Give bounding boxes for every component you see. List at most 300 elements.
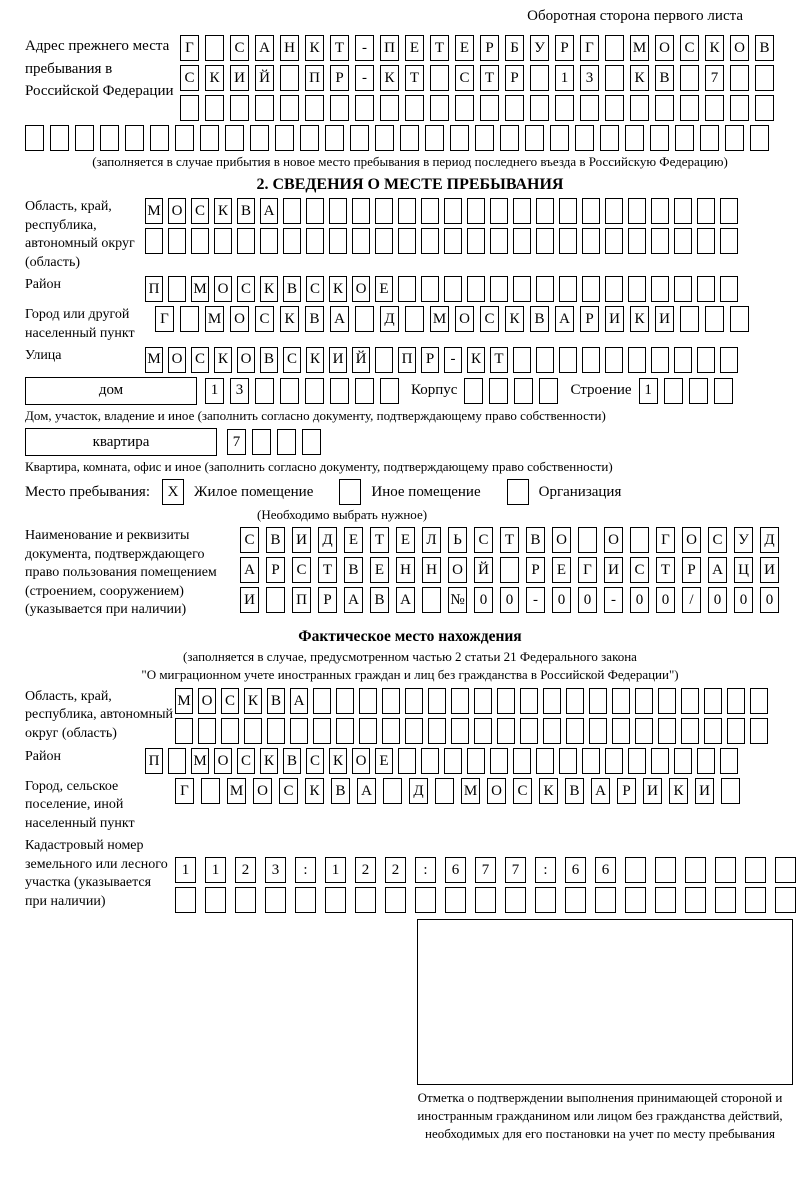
char-cell[interactable]: Р bbox=[526, 557, 545, 583]
char-cell[interactable] bbox=[302, 429, 321, 455]
char-cell[interactable]: 1 bbox=[555, 65, 574, 91]
char-cell[interactable] bbox=[628, 347, 646, 373]
char-cell[interactable] bbox=[775, 887, 796, 913]
char-cell[interactable] bbox=[474, 718, 492, 744]
char-cell[interactable] bbox=[336, 718, 354, 744]
char-cell[interactable]: К bbox=[467, 347, 485, 373]
char-cell[interactable] bbox=[467, 748, 485, 774]
char-cell[interactable]: Д bbox=[318, 527, 337, 553]
char-cell[interactable]: О bbox=[455, 306, 474, 332]
char-cell[interactable] bbox=[490, 228, 508, 254]
char-cell[interactable] bbox=[530, 95, 549, 121]
char-cell[interactable] bbox=[405, 688, 423, 714]
char-cell[interactable]: И bbox=[643, 778, 662, 804]
char-cell[interactable]: Т bbox=[656, 557, 675, 583]
char-cell[interactable] bbox=[536, 347, 554, 373]
char-cell[interactable] bbox=[280, 95, 299, 121]
char-cell[interactable] bbox=[352, 228, 370, 254]
char-cell[interactable] bbox=[191, 228, 209, 254]
char-cell[interactable] bbox=[575, 125, 594, 151]
char-cell[interactable] bbox=[704, 718, 722, 744]
char-cell[interactable] bbox=[198, 718, 216, 744]
char-cell[interactable]: - bbox=[444, 347, 462, 373]
char-cell[interactable] bbox=[283, 198, 301, 224]
char-cell[interactable] bbox=[536, 748, 554, 774]
char-cell[interactable] bbox=[444, 198, 462, 224]
char-cell[interactable] bbox=[530, 65, 549, 91]
char-cell[interactable] bbox=[685, 887, 706, 913]
char-cell[interactable] bbox=[755, 65, 774, 91]
char-cell[interactable]: А bbox=[240, 557, 259, 583]
char-cell[interactable]: С bbox=[279, 778, 298, 804]
char-cell[interactable] bbox=[605, 198, 623, 224]
char-cell[interactable]: С bbox=[292, 557, 311, 583]
char-cell[interactable]: Е bbox=[370, 557, 389, 583]
char-cell[interactable] bbox=[605, 347, 623, 373]
char-cell[interactable] bbox=[295, 887, 316, 913]
char-cell[interactable]: Й bbox=[352, 347, 370, 373]
char-cell[interactable] bbox=[355, 887, 376, 913]
char-cell[interactable] bbox=[582, 198, 600, 224]
char-cell[interactable] bbox=[336, 688, 354, 714]
char-cell[interactable] bbox=[329, 198, 347, 224]
char-cell[interactable]: / bbox=[682, 587, 701, 613]
char-cell[interactable]: К bbox=[705, 35, 724, 61]
char-cell[interactable] bbox=[595, 887, 616, 913]
char-cell[interactable] bbox=[730, 306, 749, 332]
char-cell[interactable] bbox=[180, 95, 199, 121]
char-cell[interactable] bbox=[513, 228, 531, 254]
char-cell[interactable] bbox=[306, 198, 324, 224]
char-cell[interactable]: С bbox=[255, 306, 274, 332]
char-cell[interactable] bbox=[580, 95, 599, 121]
char-cell[interactable] bbox=[745, 857, 766, 883]
char-cell[interactable]: О bbox=[214, 276, 232, 302]
char-cell[interactable] bbox=[536, 198, 554, 224]
char-cell[interactable]: С bbox=[191, 347, 209, 373]
char-cell[interactable]: К bbox=[539, 778, 558, 804]
char-cell[interactable] bbox=[490, 276, 508, 302]
char-cell[interactable]: Р bbox=[682, 557, 701, 583]
char-cell[interactable] bbox=[658, 688, 676, 714]
char-cell[interactable] bbox=[380, 378, 399, 404]
char-cell[interactable]: 1 bbox=[639, 378, 658, 404]
char-cell[interactable] bbox=[539, 378, 558, 404]
char-cell[interactable] bbox=[489, 378, 508, 404]
char-cell[interactable] bbox=[445, 887, 466, 913]
char-cell[interactable] bbox=[566, 688, 584, 714]
char-cell[interactable] bbox=[490, 198, 508, 224]
char-cell[interactable] bbox=[681, 688, 699, 714]
char-cell[interactable] bbox=[635, 718, 653, 744]
char-cell[interactable]: К bbox=[630, 306, 649, 332]
char-cell[interactable] bbox=[350, 125, 369, 151]
char-cell[interactable] bbox=[235, 887, 256, 913]
char-cell[interactable] bbox=[398, 198, 416, 224]
char-cell[interactable] bbox=[655, 95, 674, 121]
char-cell[interactable] bbox=[535, 887, 556, 913]
char-cell[interactable]: В bbox=[655, 65, 674, 91]
char-cell[interactable]: 6 bbox=[445, 857, 466, 883]
char-cell[interactable] bbox=[750, 718, 768, 744]
char-cell[interactable]: К bbox=[306, 347, 324, 373]
char-cell[interactable] bbox=[628, 748, 646, 774]
char-cell[interactable]: И bbox=[604, 557, 623, 583]
char-cell[interactable]: И bbox=[230, 65, 249, 91]
char-cell[interactable] bbox=[658, 718, 676, 744]
char-cell[interactable]: - bbox=[355, 65, 374, 91]
char-cell[interactable]: К bbox=[329, 748, 347, 774]
char-cell[interactable] bbox=[50, 125, 69, 151]
char-cell[interactable] bbox=[566, 718, 584, 744]
char-cell[interactable] bbox=[280, 378, 299, 404]
char-cell[interactable] bbox=[435, 778, 454, 804]
char-cell[interactable] bbox=[400, 125, 419, 151]
char-cell[interactable] bbox=[375, 198, 393, 224]
char-cell[interactable] bbox=[451, 718, 469, 744]
char-cell[interactable] bbox=[265, 887, 286, 913]
char-cell[interactable] bbox=[582, 347, 600, 373]
char-cell[interactable] bbox=[681, 718, 699, 744]
char-cell[interactable]: : bbox=[415, 857, 436, 883]
char-cell[interactable]: С bbox=[191, 198, 209, 224]
char-cell[interactable]: Р bbox=[580, 306, 599, 332]
char-cell[interactable] bbox=[715, 857, 736, 883]
char-cell[interactable]: Е bbox=[455, 35, 474, 61]
char-cell[interactable] bbox=[755, 95, 774, 121]
char-cell[interactable]: П bbox=[398, 347, 416, 373]
char-cell[interactable]: П bbox=[292, 587, 311, 613]
char-cell[interactable]: О bbox=[682, 527, 701, 553]
char-cell[interactable] bbox=[513, 347, 531, 373]
char-cell[interactable] bbox=[715, 887, 736, 913]
char-cell[interactable] bbox=[444, 228, 462, 254]
char-cell[interactable]: М bbox=[191, 276, 209, 302]
char-cell[interactable] bbox=[168, 748, 186, 774]
char-cell[interactable] bbox=[260, 228, 278, 254]
char-cell[interactable]: М bbox=[145, 198, 163, 224]
char-cell[interactable] bbox=[405, 718, 423, 744]
char-cell[interactable]: 0 bbox=[500, 587, 519, 613]
char-cell[interactable]: Т bbox=[330, 35, 349, 61]
char-cell[interactable]: У bbox=[734, 527, 753, 553]
char-cell[interactable]: С bbox=[455, 65, 474, 91]
char-cell[interactable] bbox=[543, 718, 561, 744]
char-cell[interactable] bbox=[497, 688, 515, 714]
char-cell[interactable] bbox=[305, 378, 324, 404]
char-cell[interactable]: Й bbox=[255, 65, 274, 91]
char-cell[interactable] bbox=[230, 95, 249, 121]
char-cell[interactable] bbox=[628, 198, 646, 224]
char-cell[interactable] bbox=[600, 125, 619, 151]
char-cell[interactable]: П bbox=[380, 35, 399, 61]
char-cell[interactable] bbox=[725, 125, 744, 151]
char-cell[interactable]: В bbox=[267, 688, 285, 714]
char-cell[interactable]: 0 bbox=[630, 587, 649, 613]
char-cell[interactable]: А bbox=[708, 557, 727, 583]
char-cell[interactable]: Б bbox=[505, 35, 524, 61]
char-cell[interactable] bbox=[612, 718, 630, 744]
char-cell[interactable] bbox=[513, 276, 531, 302]
char-cell[interactable] bbox=[500, 125, 519, 151]
char-cell[interactable] bbox=[630, 95, 649, 121]
char-cell[interactable] bbox=[168, 228, 186, 254]
char-cell[interactable]: Р bbox=[505, 65, 524, 91]
char-cell[interactable] bbox=[415, 887, 436, 913]
char-cell[interactable] bbox=[697, 228, 715, 254]
char-cell[interactable]: С bbox=[480, 306, 499, 332]
char-cell[interactable] bbox=[565, 887, 586, 913]
char-cell[interactable] bbox=[355, 378, 374, 404]
char-cell[interactable] bbox=[168, 276, 186, 302]
checkbox-other-premises[interactable] bbox=[339, 479, 361, 505]
char-cell[interactable] bbox=[625, 887, 646, 913]
char-cell[interactable] bbox=[674, 198, 692, 224]
char-cell[interactable] bbox=[651, 198, 669, 224]
char-cell[interactable]: 0 bbox=[708, 587, 727, 613]
char-cell[interactable] bbox=[582, 748, 600, 774]
char-cell[interactable]: К bbox=[214, 347, 232, 373]
char-cell[interactable]: 0 bbox=[760, 587, 779, 613]
char-cell[interactable] bbox=[655, 887, 676, 913]
char-cell[interactable]: Т bbox=[318, 557, 337, 583]
char-cell[interactable]: 3 bbox=[580, 65, 599, 91]
char-cell[interactable] bbox=[536, 276, 554, 302]
char-cell[interactable]: 7 bbox=[705, 65, 724, 91]
char-cell[interactable] bbox=[325, 887, 346, 913]
char-cell[interactable]: А bbox=[591, 778, 610, 804]
char-cell[interactable] bbox=[685, 857, 706, 883]
char-cell[interactable] bbox=[421, 228, 439, 254]
char-cell[interactable] bbox=[330, 95, 349, 121]
char-cell[interactable] bbox=[550, 125, 569, 151]
char-cell[interactable]: - bbox=[604, 587, 623, 613]
char-cell[interactable] bbox=[705, 95, 724, 121]
char-cell[interactable]: М bbox=[461, 778, 480, 804]
char-cell[interactable]: С bbox=[708, 527, 727, 553]
char-cell[interactable]: С bbox=[513, 778, 532, 804]
char-cell[interactable] bbox=[650, 125, 669, 151]
char-cell[interactable]: Н bbox=[280, 35, 299, 61]
char-cell[interactable] bbox=[75, 125, 94, 151]
char-cell[interactable]: А bbox=[344, 587, 363, 613]
char-cell[interactable]: В bbox=[755, 35, 774, 61]
char-cell[interactable] bbox=[280, 65, 299, 91]
char-cell[interactable]: А bbox=[330, 306, 349, 332]
char-cell[interactable]: 3 bbox=[230, 378, 249, 404]
char-cell[interactable]: - bbox=[355, 35, 374, 61]
char-cell[interactable] bbox=[382, 718, 400, 744]
char-cell[interactable]: О bbox=[448, 557, 467, 583]
char-cell[interactable]: Й bbox=[474, 557, 493, 583]
char-cell[interactable]: : bbox=[535, 857, 556, 883]
char-cell[interactable] bbox=[467, 198, 485, 224]
char-cell[interactable] bbox=[313, 718, 331, 744]
char-cell[interactable] bbox=[721, 778, 740, 804]
char-cell[interactable]: С bbox=[630, 557, 649, 583]
char-cell[interactable] bbox=[730, 65, 749, 91]
char-cell[interactable] bbox=[697, 198, 715, 224]
char-cell[interactable] bbox=[405, 95, 424, 121]
char-cell[interactable] bbox=[306, 228, 324, 254]
char-cell[interactable]: И bbox=[329, 347, 347, 373]
char-cell[interactable]: К bbox=[669, 778, 688, 804]
char-cell[interactable]: Е bbox=[396, 527, 415, 553]
char-cell[interactable] bbox=[150, 125, 169, 151]
char-cell[interactable] bbox=[605, 65, 624, 91]
char-cell[interactable] bbox=[145, 228, 163, 254]
char-cell[interactable]: Г bbox=[175, 778, 194, 804]
char-cell[interactable] bbox=[605, 748, 623, 774]
char-cell[interactable] bbox=[664, 378, 683, 404]
char-cell[interactable] bbox=[425, 125, 444, 151]
char-cell[interactable]: 0 bbox=[656, 587, 675, 613]
char-cell[interactable]: К bbox=[260, 276, 278, 302]
char-cell[interactable] bbox=[704, 688, 722, 714]
char-cell[interactable]: 6 bbox=[565, 857, 586, 883]
char-cell[interactable]: Г bbox=[180, 35, 199, 61]
char-cell[interactable]: Н bbox=[422, 557, 441, 583]
char-cell[interactable] bbox=[205, 95, 224, 121]
char-cell[interactable] bbox=[497, 718, 515, 744]
char-cell[interactable]: М bbox=[630, 35, 649, 61]
char-cell[interactable] bbox=[205, 887, 226, 913]
char-cell[interactable] bbox=[605, 35, 624, 61]
char-cell[interactable] bbox=[250, 125, 269, 151]
char-cell[interactable]: 0 bbox=[474, 587, 493, 613]
char-cell[interactable] bbox=[355, 306, 374, 332]
char-cell[interactable]: Д bbox=[409, 778, 428, 804]
char-cell[interactable] bbox=[589, 718, 607, 744]
char-cell[interactable] bbox=[266, 587, 285, 613]
char-cell[interactable]: Г bbox=[580, 35, 599, 61]
char-cell[interactable] bbox=[180, 306, 199, 332]
char-cell[interactable] bbox=[720, 228, 738, 254]
char-cell[interactable] bbox=[277, 429, 296, 455]
char-cell[interactable]: 6 bbox=[595, 857, 616, 883]
char-cell[interactable]: С bbox=[306, 748, 324, 774]
char-cell[interactable]: В bbox=[530, 306, 549, 332]
char-cell[interactable]: О bbox=[214, 748, 232, 774]
char-cell[interactable]: О bbox=[487, 778, 506, 804]
char-cell[interactable] bbox=[225, 125, 244, 151]
char-cell[interactable] bbox=[689, 378, 708, 404]
char-cell[interactable]: М bbox=[145, 347, 163, 373]
char-cell[interactable]: А bbox=[255, 35, 274, 61]
char-cell[interactable]: С bbox=[680, 35, 699, 61]
char-cell[interactable]: В bbox=[283, 276, 301, 302]
char-cell[interactable] bbox=[697, 347, 715, 373]
char-cell[interactable]: 2 bbox=[385, 857, 406, 883]
char-cell[interactable] bbox=[380, 95, 399, 121]
char-cell[interactable] bbox=[697, 748, 715, 774]
char-cell[interactable]: А bbox=[555, 306, 574, 332]
char-cell[interactable] bbox=[651, 748, 669, 774]
char-cell[interactable]: Е bbox=[552, 557, 571, 583]
char-cell[interactable]: И bbox=[655, 306, 674, 332]
char-cell[interactable] bbox=[100, 125, 119, 151]
char-cell[interactable] bbox=[428, 718, 446, 744]
char-cell[interactable]: О bbox=[168, 198, 186, 224]
char-cell[interactable]: П bbox=[305, 65, 324, 91]
char-cell[interactable] bbox=[313, 688, 331, 714]
char-cell[interactable]: 2 bbox=[235, 857, 256, 883]
char-cell[interactable]: 1 bbox=[205, 378, 224, 404]
char-cell[interactable] bbox=[720, 276, 738, 302]
char-cell[interactable] bbox=[680, 95, 699, 121]
char-cell[interactable]: Т bbox=[480, 65, 499, 91]
char-cell[interactable] bbox=[674, 347, 692, 373]
char-cell[interactable]: Р bbox=[617, 778, 636, 804]
char-cell[interactable]: 7 bbox=[227, 429, 246, 455]
char-cell[interactable] bbox=[355, 95, 374, 121]
char-cell[interactable]: П bbox=[145, 748, 163, 774]
char-cell[interactable]: Р bbox=[266, 557, 285, 583]
char-cell[interactable] bbox=[275, 125, 294, 151]
char-cell[interactable]: А bbox=[260, 198, 278, 224]
char-cell[interactable] bbox=[329, 228, 347, 254]
char-cell[interactable]: Е bbox=[405, 35, 424, 61]
char-cell[interactable]: 1 bbox=[175, 857, 196, 883]
char-cell[interactable]: Г bbox=[578, 557, 597, 583]
char-cell[interactable] bbox=[382, 688, 400, 714]
char-cell[interactable]: В bbox=[565, 778, 584, 804]
char-cell[interactable] bbox=[450, 125, 469, 151]
char-cell[interactable] bbox=[680, 306, 699, 332]
char-cell[interactable] bbox=[612, 688, 630, 714]
char-cell[interactable] bbox=[325, 125, 344, 151]
char-cell[interactable] bbox=[536, 228, 554, 254]
char-cell[interactable]: К bbox=[205, 65, 224, 91]
char-cell[interactable]: С bbox=[283, 347, 301, 373]
char-cell[interactable]: С bbox=[474, 527, 493, 553]
char-cell[interactable] bbox=[467, 276, 485, 302]
char-cell[interactable] bbox=[244, 718, 262, 744]
char-cell[interactable] bbox=[589, 688, 607, 714]
char-cell[interactable]: Е bbox=[375, 748, 393, 774]
checkbox-residential[interactable]: X bbox=[162, 479, 184, 505]
char-cell[interactable]: К bbox=[329, 276, 347, 302]
char-cell[interactable] bbox=[421, 748, 439, 774]
char-cell[interactable] bbox=[514, 378, 533, 404]
char-cell[interactable] bbox=[205, 35, 224, 61]
char-cell[interactable]: Р bbox=[421, 347, 439, 373]
char-cell[interactable]: М bbox=[205, 306, 224, 332]
char-cell[interactable]: К bbox=[305, 778, 324, 804]
char-cell[interactable]: - bbox=[526, 587, 545, 613]
char-cell[interactable] bbox=[605, 95, 624, 121]
char-cell[interactable]: С bbox=[237, 748, 255, 774]
char-cell[interactable] bbox=[398, 228, 416, 254]
char-cell[interactable] bbox=[674, 748, 692, 774]
char-cell[interactable] bbox=[25, 125, 44, 151]
char-cell[interactable] bbox=[221, 718, 239, 744]
char-cell[interactable]: О bbox=[352, 748, 370, 774]
char-cell[interactable] bbox=[730, 95, 749, 121]
char-cell[interactable] bbox=[520, 688, 538, 714]
char-cell[interactable]: Т bbox=[370, 527, 389, 553]
char-cell[interactable] bbox=[720, 198, 738, 224]
char-cell[interactable] bbox=[555, 95, 574, 121]
char-cell[interactable]: У bbox=[530, 35, 549, 61]
char-cell[interactable] bbox=[375, 228, 393, 254]
char-cell[interactable] bbox=[651, 276, 669, 302]
char-cell[interactable] bbox=[582, 276, 600, 302]
char-cell[interactable] bbox=[175, 125, 194, 151]
checkbox-organization[interactable] bbox=[507, 479, 529, 505]
char-cell[interactable] bbox=[674, 228, 692, 254]
char-cell[interactable] bbox=[475, 125, 494, 151]
